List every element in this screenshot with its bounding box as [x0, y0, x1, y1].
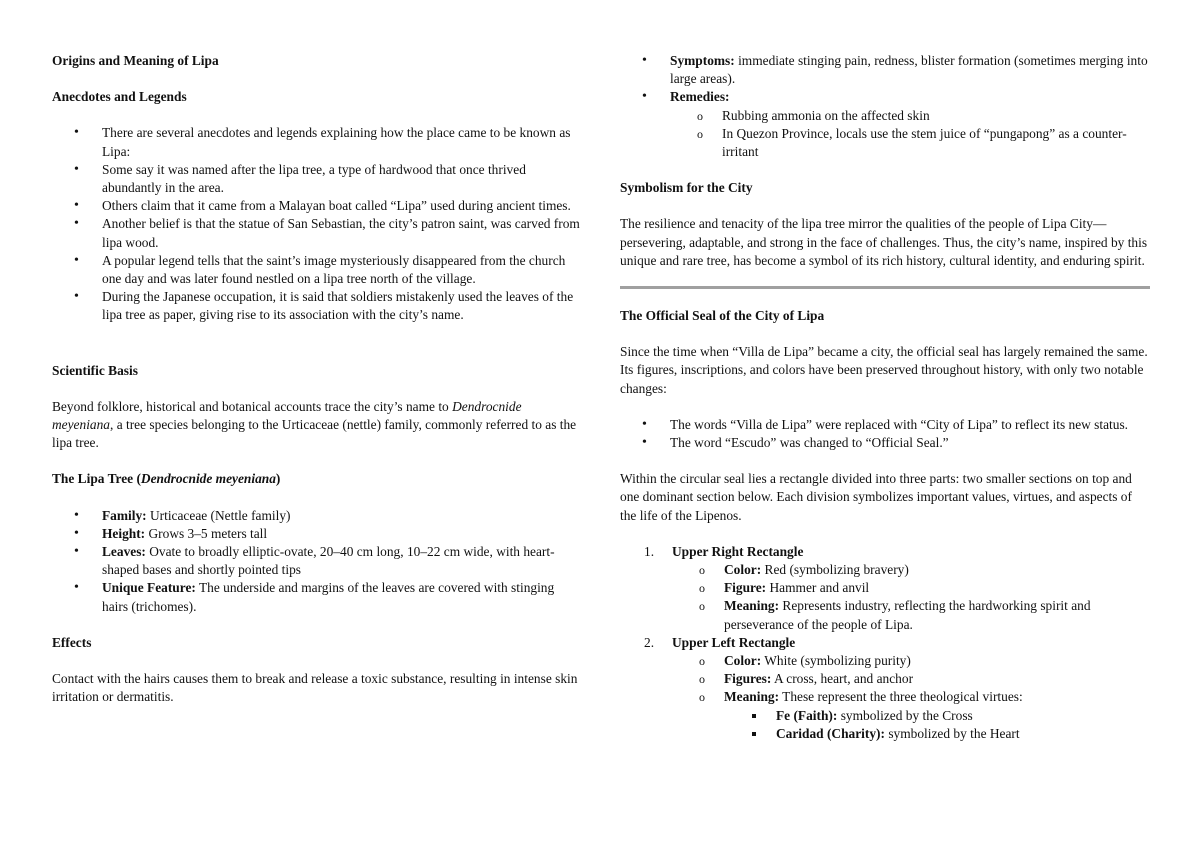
virtue-label: Fe (Faith):	[776, 707, 838, 723]
list-item: • Some say it was named after the lipa tree, a type of hardwood that once thrived abundantly in the area.	[52, 161, 582, 197]
section-title: Upper Right Rectangle	[672, 543, 804, 559]
remedies-list	[670, 107, 1150, 162]
scientific-paragraph	[52, 398, 582, 453]
fact-label: Family:	[102, 507, 147, 523]
scientific-heading: Scientific Basis	[52, 362, 138, 378]
detail-label: Figure:	[724, 580, 767, 596]
left-column	[52, 52, 582, 706]
symptoms-label: Symptoms:	[670, 53, 735, 68]
list-item	[52, 507, 582, 525]
effects-heading: Effects	[52, 634, 92, 650]
list-item: o In Quezon Province, locals use the stem juice of “pungapong” as a counter-irritant	[670, 125, 1150, 161]
detail-label: Figures:	[724, 671, 772, 687]
fact-text: Urticaceae (Nettle family)	[146, 507, 291, 523]
list-item	[672, 597, 1150, 633]
seal-changes-list	[620, 416, 1150, 452]
list-item	[52, 525, 582, 543]
list-item	[672, 670, 1150, 688]
list-item	[620, 543, 1150, 634]
text-span: )	[275, 471, 281, 487]
fact-label: Height:	[102, 525, 146, 541]
list-item: • There are several anecdotes and legends explaining how the place came to be known as Lipa:	[52, 124, 582, 160]
symptoms-remedies-list	[620, 52, 1150, 161]
seal-description-paragraph: Within the circular seal lies a rectangle divided into three parts: two smaller sections on top and one dominant section below. Each division symbolizes important values, virtues, and aspects of the life of the Lipenos.	[620, 471, 1132, 523]
list-item: • A popular legend tells that the saint’s image mysteriously disappeared from the church one day and was later found nestled on a lipa tree north of the village.	[52, 252, 582, 288]
detail-text: These represent the three theological virtues:	[779, 689, 1023, 705]
detail-label: Color:	[724, 562, 762, 578]
anecdotes-list	[52, 124, 582, 324]
detail-text: Hammer and anvil	[766, 580, 870, 596]
text-span: The Lipa Tree (	[52, 471, 141, 487]
list-item: • Another belief is that the statue of San Sebastian, the city’s patron saint, was carved from lipa wood.	[52, 215, 582, 251]
detail-text: White (symbolizing purity)	[761, 653, 911, 669]
item-number: 1.	[644, 543, 655, 559]
detail-label: Meaning:	[724, 598, 780, 614]
list-item	[620, 88, 1150, 161]
detail-label: Color:	[724, 653, 762, 669]
symptoms-text: immediate stinging pain, redness, blister formation (sometimes merging into large areas).	[670, 53, 1148, 87]
fact-label: Leaves:	[102, 544, 146, 560]
virtue-label: Caridad (Charity):	[776, 725, 885, 741]
detail-label: Meaning:	[724, 689, 780, 705]
list-item	[52, 543, 582, 579]
list-item	[672, 688, 1150, 743]
item-number: 2.	[644, 634, 655, 650]
fact-text: Ovate to broadly elliptic-ovate, 20–40 cm long, 10–22 cm wide, with heart-shaped bases and shortly pointed tips	[102, 544, 555, 578]
detail-text: A cross, heart, and anchor	[771, 671, 914, 687]
list-item	[672, 579, 1150, 597]
list-item: • The word “Escudo” was changed to “Official Seal.”	[620, 434, 1150, 452]
effects-paragraph: Contact with the hairs causes them to break and release a toxic substance, resulting in intense skin irritation or dermatitis.	[52, 671, 578, 705]
virtues-list	[724, 707, 1150, 743]
fact-label: Unique Feature:	[102, 580, 196, 596]
virtue-text: symbolized by the Cross	[837, 707, 973, 723]
page-title: Origins and Meaning of Lipa	[52, 53, 219, 68]
remedies-label: Remedies:	[670, 89, 730, 105]
list-item: • During the Japanese occupation, it is said that soldiers mistakenly used the leaves of the lipa tree as paper, giving rise to its association with the city’s name.	[52, 288, 582, 324]
symbolism-paragraph: The resilience and tenacity of the lipa tree mirror the qualities of the people of Lipa City—persevering, adaptable, and strong in the face of challenges. Thus, the city’s name, inspired by this unique and rare tree, has become a symbol of its rich history, cultural identity, and enduring spirit.	[620, 216, 1148, 268]
text-span: Beyond folklore, historical and botanical accounts trace the city’s name to	[52, 398, 453, 414]
detail-text: Represents industry, reflecting the hardworking spirit and perseverance of the people of Lipa.	[724, 598, 1091, 632]
species-name: Dendrocnide meyeniana	[52, 398, 522, 433]
list-item	[620, 52, 1150, 88]
seal-heading: The Official Seal of the City of Lipa	[620, 308, 825, 324]
list-item	[724, 707, 1150, 725]
list-item: • Others claim that it came from a Malayan boat called “Lipa” used during ancient times.	[52, 197, 582, 215]
list-item: • The words “Villa de Lipa” were replaced with “City of Lipa” to reflect its new status.	[620, 416, 1150, 434]
tree-heading	[52, 470, 582, 488]
list-item: o Rubbing ammonia on the affected skin	[670, 107, 1150, 125]
seal-intro-paragraph: Since the time when “Villa de Lipa” became a city, the official seal has largely remained the same. Its figures, inscriptions, and colors have been preserved throughout history, with only two notable changes:	[620, 344, 1148, 396]
virtue-text: symbolized by the Heart	[884, 725, 1020, 741]
list-item	[724, 725, 1150, 743]
detail-text: Red (symbolizing bravery)	[761, 562, 909, 578]
fact-text: Grows 3–5 meters tall	[145, 525, 268, 541]
text-span: , a tree species belonging to the Urticaceae (nettle) family, commonly referred to as the lipa tree.	[52, 417, 577, 451]
right-column	[620, 52, 1150, 743]
list-item	[52, 579, 582, 615]
list-item	[672, 561, 1150, 579]
list-item	[672, 652, 1150, 670]
symbolism-heading: Symbolism for the City	[620, 180, 753, 196]
section-details	[672, 652, 1150, 743]
fact-text: The underside and margins of the leaves are covered with stinging hairs (trichomes).	[102, 580, 555, 614]
species-name: Dendrocnide meyeniana	[140, 471, 276, 487]
seal-sections-list	[620, 543, 1150, 743]
anecdotes-heading: Anecdotes and Legends	[52, 89, 187, 105]
list-item	[620, 634, 1150, 743]
tree-facts-list	[52, 507, 582, 616]
section-title: Upper Left Rectangle	[672, 634, 796, 650]
section-details	[672, 561, 1150, 634]
